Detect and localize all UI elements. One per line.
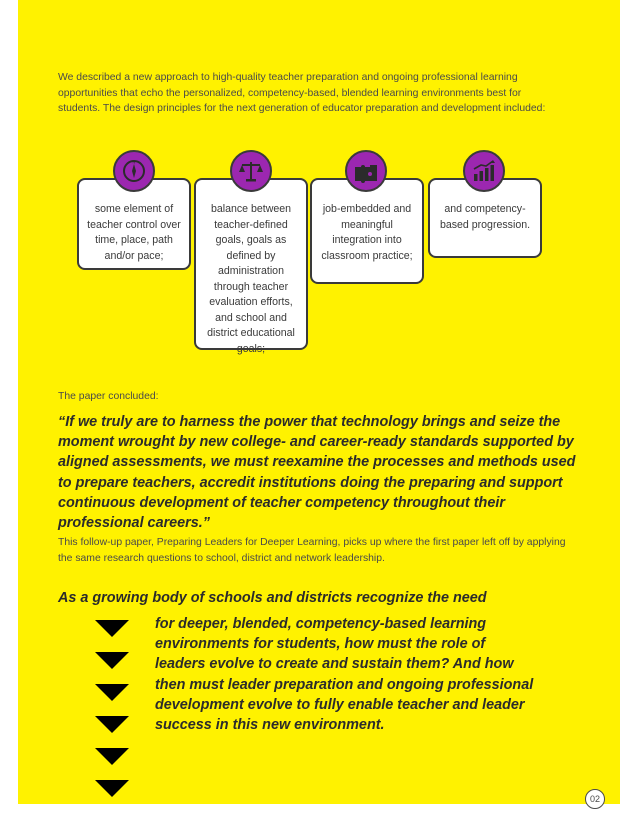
- growing-heading: As a growing body of schools and districts recognize the need: [58, 590, 487, 606]
- down-arrow-icon: [95, 716, 129, 733]
- principle-card-2: [194, 178, 308, 355]
- page-number: 02: [585, 789, 605, 809]
- principle-text-3: job-embedded and meaningful integration into classroom practice;: [321, 203, 413, 262]
- puzzle-icon: [345, 150, 387, 192]
- down-arrow-icon: [95, 652, 129, 669]
- growth-chart-icon: [463, 150, 505, 192]
- principle-text-1: some element of teacher control over time, place, path and/or pace;: [87, 203, 181, 262]
- intro-paragraph: We described a new approach to high-quality teacher preparation and ongoing professional learning opportunities that echo the personalized, competency-based, blended learning environments best for students. The design principles for the next generation of educator preparation and development included:: [58, 72, 546, 114]
- balance-scale-icon: [230, 150, 272, 192]
- followup-paragraph: This follow-up paper, Preparing Leaders for Deeper Learning, picks up where the first paper left off by applying the same research questions to school, district and network leadership.: [58, 537, 566, 564]
- down-arrow-icon: [95, 748, 129, 765]
- pull-quote: “If we truly are to harness the power that technology brings and seize the moment wrought by new college- and career-ready standards supported by aligned assessments, we must reexamine the processes and methods used to prepare teachers, accredit institutions doing the preparing and support continuous development of teacher competency throughout their professional careers.”: [58, 414, 576, 532]
- compass-icon: [113, 150, 155, 192]
- principle-text-2: balance between teacher-defined goals, goals as defined by administration through teacher evaluation efforts, and school and district educational goals;: [207, 203, 295, 355]
- svg-text:N: N: [132, 159, 136, 165]
- principle-card-3: [310, 178, 424, 284]
- down-arrow-icon: [95, 620, 129, 637]
- principle-text-4: and competency-based progression.: [439, 203, 531, 231]
- concluded-label: The paper concluded:: [58, 391, 159, 402]
- down-arrow-icon: [95, 684, 129, 701]
- down-arrow-icon: [95, 780, 129, 797]
- growing-body-text: for deeper, blended, competency-based learning environments for students, how must the role of leaders evolve to create and sustain them? And how then must leader preparation and ongoing professional development evolve to fully enable teacher and leader success in this new environment.: [155, 616, 534, 734]
